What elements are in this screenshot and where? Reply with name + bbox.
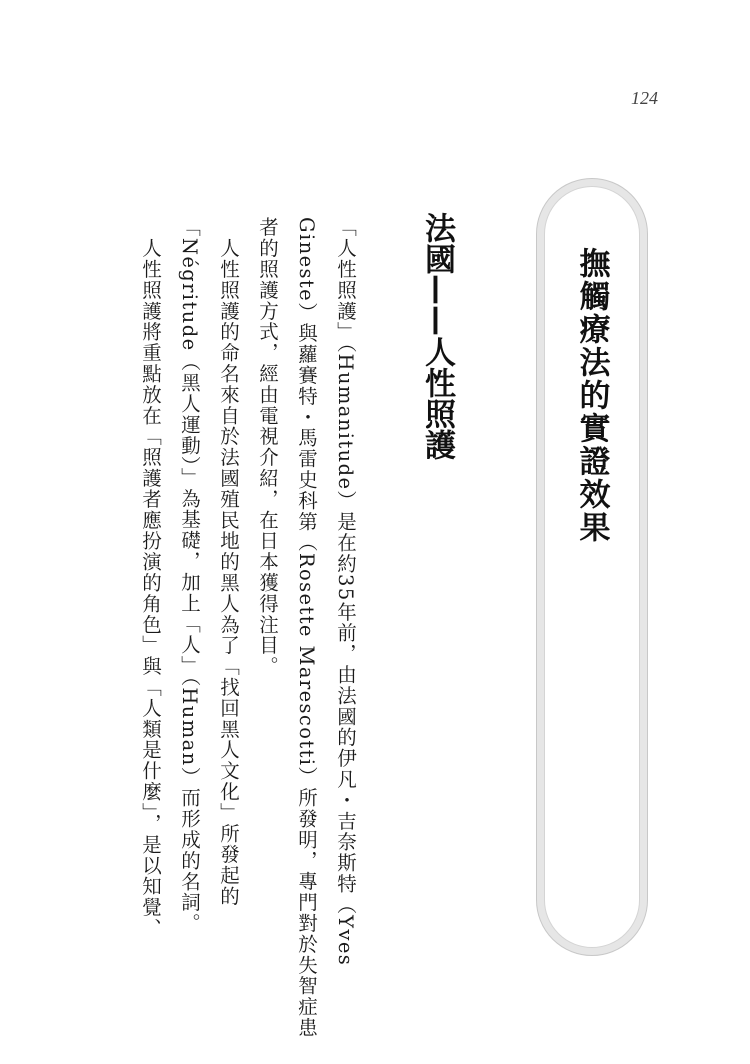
- section-heading: [412, 212, 462, 460]
- section-heading-topic: 人性照護: [419, 336, 455, 460]
- body-line: 「人性照護」（Humanitude）是在約35年前，由法國的伊凡・吉奈斯特（Yves: [334, 217, 357, 967]
- body-line: 「Négritude（黑人運動）」為基礎，加上「人」（Human）而形成的名詞。: [178, 217, 201, 934]
- body-line: 人性照護將重點放在「照護者應扮演的角色」與「人類是什麼」，是以知覺、: [139, 217, 162, 939]
- section-heading-country: 法國: [419, 212, 455, 274]
- body-text: [131, 217, 365, 1039]
- body-line: 者的照護方式，經由電視介紹，在日本獲得注目。: [256, 217, 279, 677]
- chapter-title-panel: [536, 178, 648, 956]
- chapter-title-panel-inner: [544, 186, 640, 948]
- body-line: Gineste）與蘿賽特・馬雷史科第（Rosette Marescotti）所發明，專門對於失智症患: [295, 217, 318, 1039]
- chapter-title: 撫觸療法的實證效果: [573, 247, 610, 544]
- body-line: 人性照護的命名來自於法國殖民地的黑人為了「找回黑人文化」所發起的: [217, 217, 240, 907]
- section-heading-dash: ——: [419, 274, 455, 336]
- page-number: 124: [631, 88, 658, 108]
